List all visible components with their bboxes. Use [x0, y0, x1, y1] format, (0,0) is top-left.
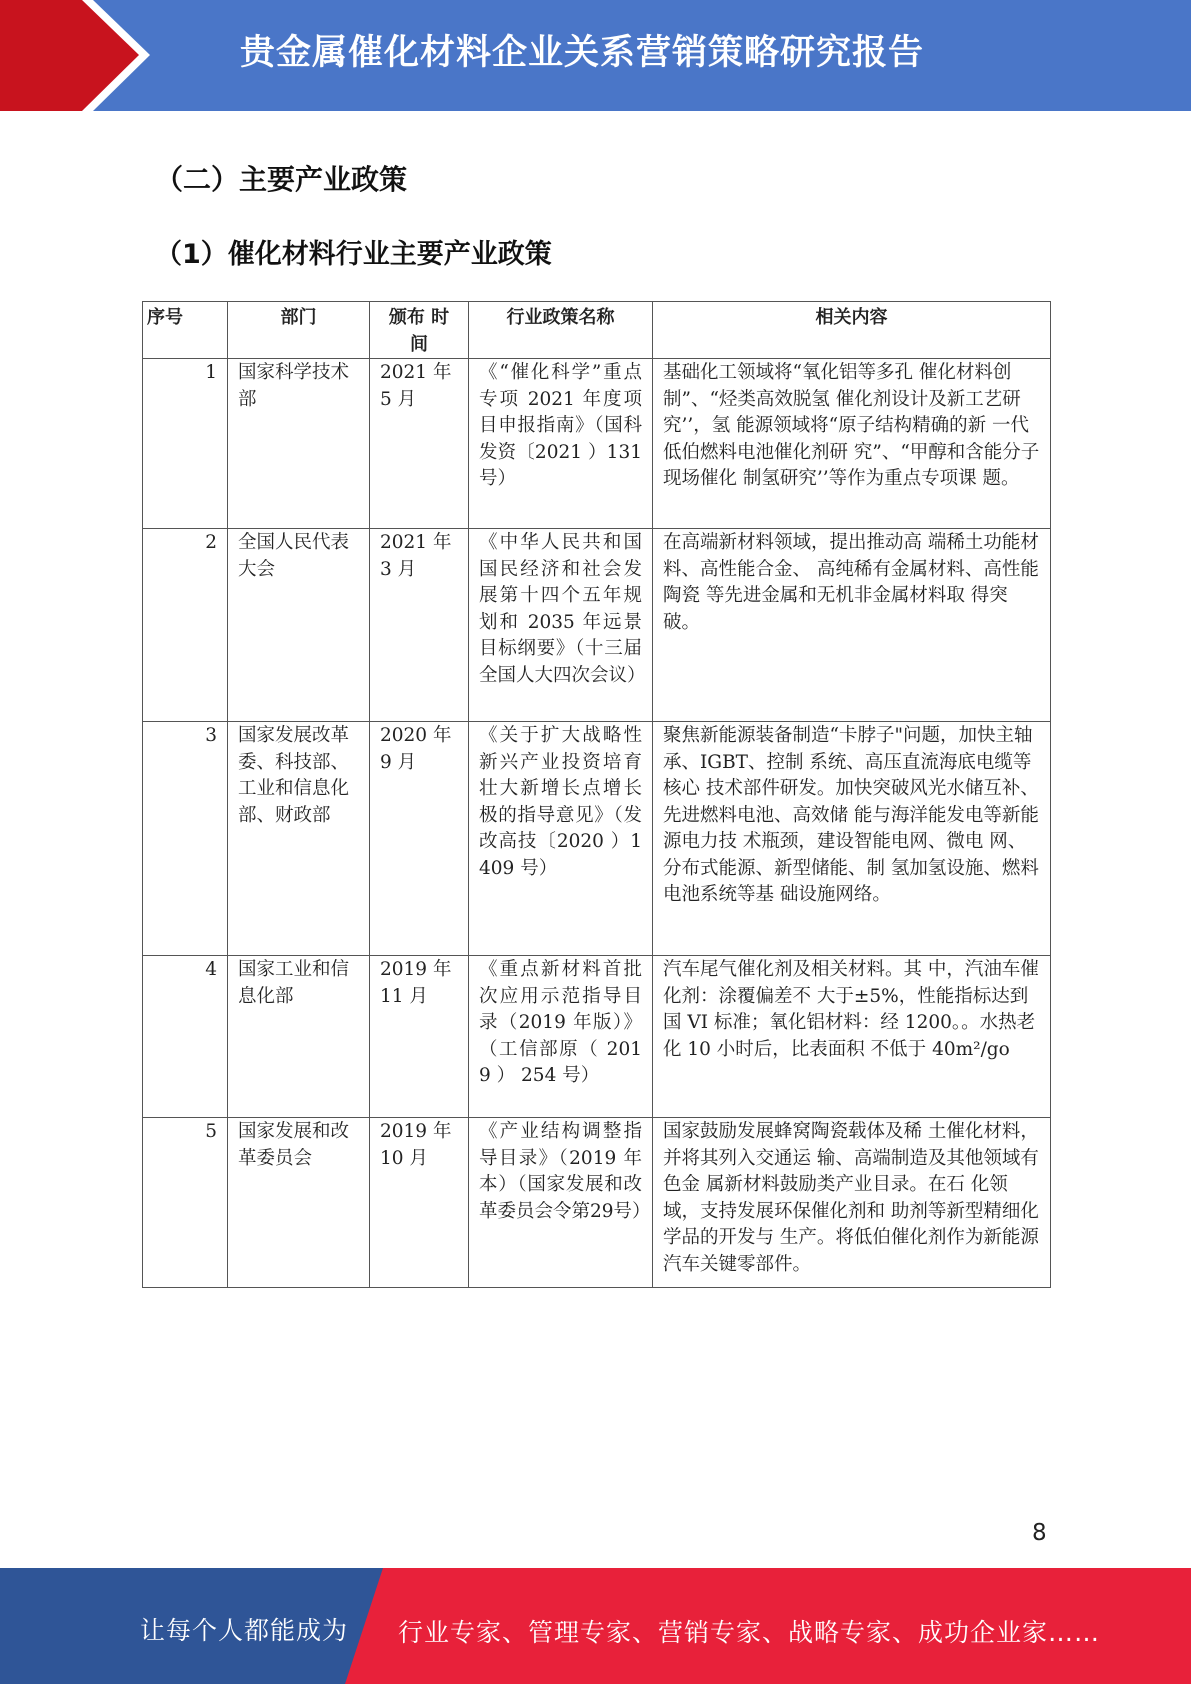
table-row	[143, 956, 1051, 1118]
row-number: 3	[143, 722, 228, 956]
row-number: 1	[143, 359, 228, 529]
page-number: 8	[1032, 1520, 1047, 1546]
header-arrow-decoration	[0, 0, 150, 111]
row-department: 国家发展改革委、科技部、工业和信息化部、财政部	[228, 722, 370, 956]
header-time: 颁布 时间	[370, 302, 469, 359]
header-policy-name: 行业政策名称	[469, 302, 653, 359]
row-policy-name: 《“催化科学”重点专项 2021 年度项目申报指南》（国科发资〔2021 ）131 号）	[469, 359, 653, 529]
header-content: 相关内容	[653, 302, 1051, 359]
row-date: 2020 年 9 月	[370, 722, 469, 956]
row-department: 国家发展和改革委员会	[228, 1118, 370, 1288]
row-content-cell	[653, 722, 1051, 956]
table-header-row	[143, 302, 1051, 359]
row-content: 在高端新材料领域，提出推动高 端稀土功能材料、高性能合金、 高纯稀有金属材料、高性能陶瓷 等先进金属和无机非金属材料取 得突破。	[653, 529, 1051, 722]
table-row	[143, 1118, 1051, 1288]
subsection-title: （1）催化材料行业主要产业政策	[155, 239, 552, 270]
table-row	[143, 722, 1051, 956]
table-row	[143, 359, 1051, 529]
row-date: 2021 年 5 月	[370, 359, 469, 529]
row-content: 汽车尾气催化剂及相关材料。其 中，汽油车催化剂：涂覆偏差不 大于±5%，性能指标达到国 VI 标准；氧化铝材料：经 1200。。水热老化 10 小时后，比表面积 不低于 40m²/go	[653, 956, 1051, 1118]
table-row	[143, 529, 1051, 722]
footer-slogan-right: 行业专家、管理专家、营销专家、战略专家、成功企业家……	[398, 1618, 1101, 1647]
row-policy-name: 《关于扩大战略性新兴产业投资培育壮大新增长点增长极的指导意见》（发 改高技〔2020 ）1409 号）	[469, 722, 653, 956]
row-policy-name: 《中华人民共和国国民经济和社会发展第十四个五年规划和 2035 年远景目标纲要》（十三届全国人大四次会议）	[469, 529, 653, 722]
row-content: 基础化工领域将“氧化铝等多孔 催化材料创制”、“烃类高效脱氢 催化剂设计及新工艺研究’’，氢 能源领域将“原子结构精确的新 一代低伯燃料电池催化剂研 究”、“甲醇和含能分子现场催化 制氢研究’’等作为重点专项课 题。	[653, 359, 1051, 529]
row-content: 国家鼓励发展蜂窝陶瓷载体及稀 土催化材料，并将其列入交通运 输、高端制造及其他领域有色金 属新材料鼓励类产业目录。在石 化领域，支持发展环保催化剂和 助剂等新型精细化学品的开发与 生产。将低伯催化剂作为新能源 汽车关键零部件。	[653, 1118, 1051, 1288]
row-department: 全国人民代表大会	[228, 529, 370, 722]
row-date: 2019 年 10 月	[370, 1118, 469, 1288]
section-title: （二）主要产业政策	[155, 163, 408, 196]
header-dept: 部门	[228, 302, 370, 359]
policy-table	[142, 301, 1051, 1288]
row-department: 国家科学技术部	[228, 359, 370, 529]
row-number: 4	[143, 956, 228, 1118]
header-banner	[0, 0, 1191, 111]
row-policy-name: 《产业结构调整指导目录》（2019 年本）（国家发展和改革委员会令第29号）	[469, 1118, 653, 1288]
row-number: 5	[143, 1118, 228, 1288]
row-date: 2021 年 3 月	[370, 529, 469, 722]
row-department: 国家工业和信息化部	[228, 956, 370, 1118]
row-date: 2019 年 11 月	[370, 956, 469, 1118]
footer-slogan-left: 让每个人都能成为	[140, 1616, 349, 1645]
row-policy-name: 《重点新材料首批次应用示范指导目录（2019 年版）》（工信部原（ 2019 ） 254 号）	[469, 956, 653, 1118]
header-no: 序号	[143, 302, 228, 359]
row-content: 聚焦新能源装备制造“卡脖子"问题，加快主轴承、IGBT、控制 系统、高压直流海底电缆等核心 技术部件研发。加快突破风光水储互补、先进燃料电池、高效储 能与海洋能发电等新能源电力技 术瓶颈，建设智能电网、微电 网、分布式能源、新型储能、制 氢加氢设施、燃料电池系统等基 础设施网络。	[663, 725, 1039, 905]
row-number: 2	[143, 529, 228, 722]
report-title: 贵金属催化材料企业关系营销策略研究报告	[240, 33, 925, 73]
